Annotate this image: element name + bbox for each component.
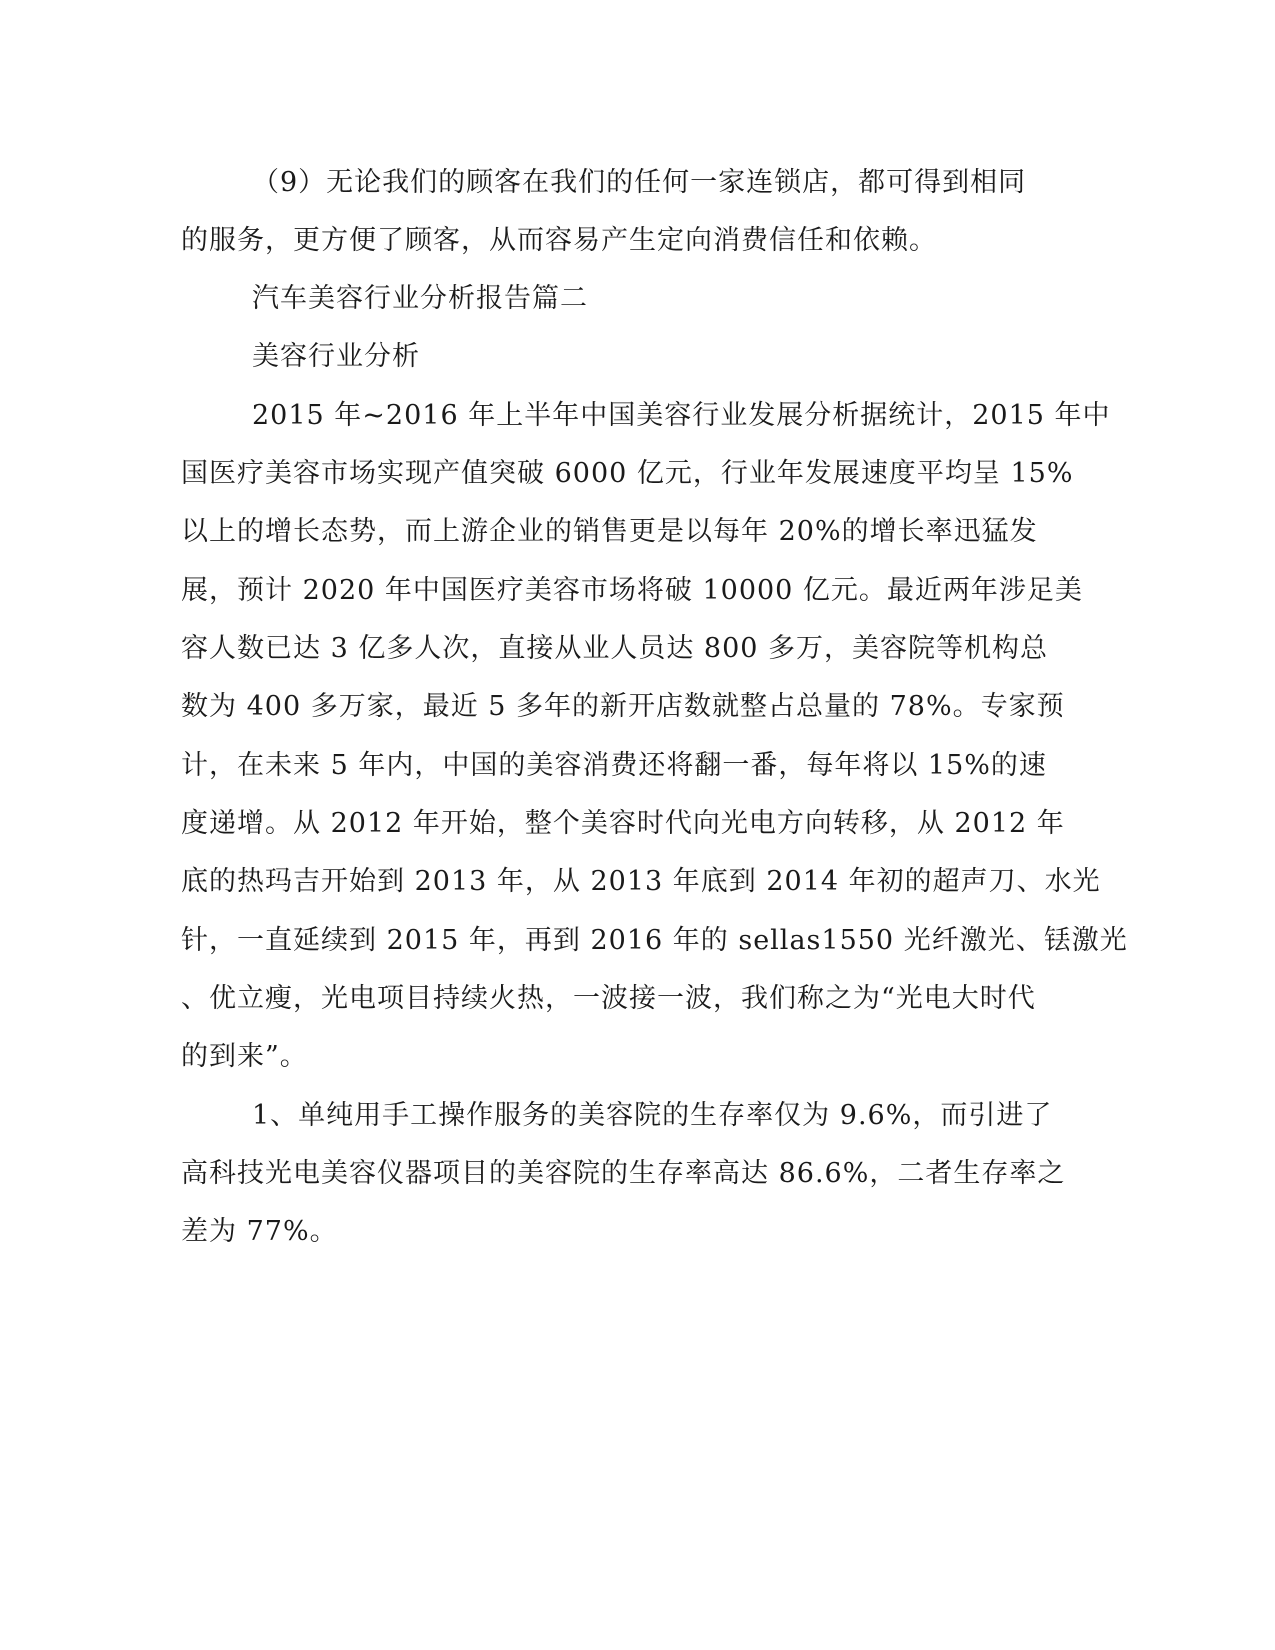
- paragraph-2-line-8: 度递增。从 2012 年开始，整个美容时代向光电方向转移，从 2012 年: [181, 808, 1065, 839]
- paragraph-3-line-1: 1、单纯用手工操作服务的美容院的生存率仅为 9.6%，而引进了: [252, 1100, 1053, 1131]
- paragraph-2-line-6: 数为 400 多万家，最近 5 多年的新开店数就整占总量的 78%。专家预: [181, 691, 1065, 722]
- paragraph-2-line-12: 的到来”。: [181, 1041, 308, 1072]
- paragraph-2-line-11: 、优立瘦，光电项目持续火热，一波接一波，我们称之为“光电大时代: [181, 983, 1036, 1014]
- paragraph-2-line-9: 底的热玛吉开始到 2013 年，从 2013 年底到 2014 年初的超声刀、水光: [181, 866, 1101, 897]
- paragraph-2-line-4: 展，预计 2020 年中国医疗美容市场将破 10000 亿元。最近两年涉足美: [181, 575, 1083, 606]
- paragraph-2-line-7: 计，在未来 5 年内，中国的美容消费还将翻一番，每年将以 15%的速: [181, 750, 1047, 781]
- paragraph-1-line-2: 的服务，更方便了顾客，从而容易产生定向消费信任和依赖。: [181, 225, 937, 256]
- paragraph-2-line-3: 以上的增长态势，而上游企业的销售更是以每年 20%的增长率迅猛发: [181, 516, 1038, 547]
- paragraph-3-line-3: 差为 77%。: [181, 1216, 338, 1247]
- paragraph-1-line-1: （9）无论我们的顾客在我们的任何一家连锁店，都可得到相同: [252, 167, 1027, 198]
- paragraph-2-line-10: 针，一直延续到 2015 年，再到 2016 年的 sellas1550 光纤激光、铥激光: [181, 925, 1128, 956]
- section-subheading: 美容行业分析: [252, 341, 420, 372]
- section-heading: 汽车美容行业分析报告篇二: [252, 283, 588, 314]
- paragraph-3-line-2: 高科技光电美容仪器项目的美容院的生存率高达 86.6%，二者生存率之: [181, 1158, 1066, 1189]
- paragraph-2-line-5: 容人数已达 3 亿多人次，直接从业人员达 800 多万，美容院等机构总: [181, 633, 1049, 664]
- paragraph-2-line-2: 国医疗美容市场实现产值突破 6000 亿元，行业年发展速度平均呈 15%: [181, 458, 1074, 489]
- paragraph-2-line-1: 2015 年~2016 年上半年中国美容行业发展分析据统计，2015 年中: [252, 400, 1111, 431]
